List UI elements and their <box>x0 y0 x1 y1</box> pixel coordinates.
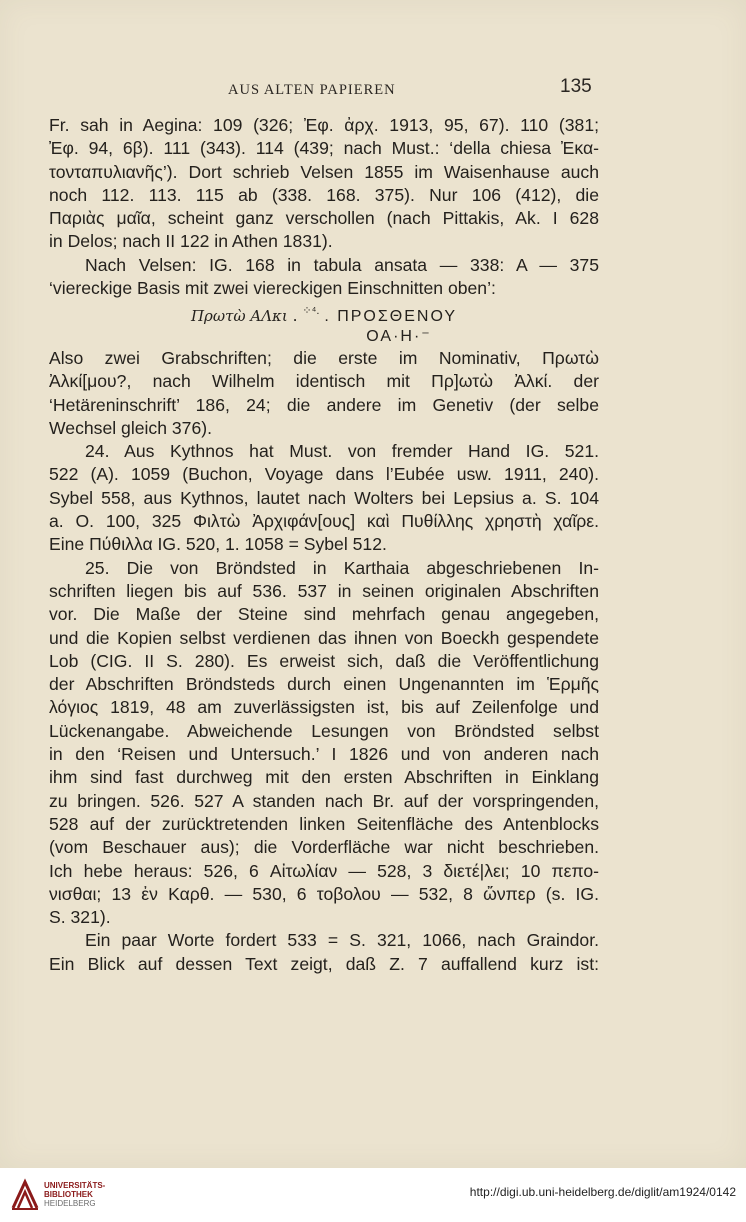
text-line: Παριὰς μαῖα, scheint ganz verschollen (nach Pittakis, Ak. I 628 <box>49 208 599 229</box>
text-line: (vom Beschauer aus); die Vorderfläche war nicht beschrieben. <box>49 837 599 858</box>
library-name-line-1: UNIVERSITÄTS- <box>44 1181 106 1190</box>
text-line: schriften liegen bis auf 536. 537 in seinen originalen Abschriften <box>49 580 599 601</box>
permalink-url[interactable]: http://digi.ub.uni-heidelberg.de/diglit/am1924/0142 <box>469 1185 736 1199</box>
text-line: 528 auf der zurücktretenden linken Seitenfläche des Antenblocks <box>49 813 599 834</box>
text-line: νισθαι; 13 ἐν Καρθ. — 530, 6 τοβολου — 532, 8 ὤνπερ (s. IG. <box>49 883 599 904</box>
text-line: Ein Blick auf dessen Text zeigt, daß Z. 7 auffallend kurz ist: <box>49 953 599 974</box>
text-line: Eine Πύθιλλα IG. 520, 1. 1058 = Sybel 512. <box>49 534 387 555</box>
library-name-line-2: BIBLIOTHEK <box>44 1190 93 1199</box>
text-line: noch 112. 113. 115 ab (338. 168. 375). Nur 106 (412), die <box>49 184 599 205</box>
text-line: Nach Velsen: IG. 168 in tabula ansata — 338: A — 375 <box>85 254 599 275</box>
inscription-line-2 <box>49 324 599 347</box>
inscription-caps: . ΠΡΟΣΘΕΝΟΥ <box>324 308 458 326</box>
inscription-separator: . <box>292 305 298 326</box>
library-name-line-3: HEIDELBERG <box>44 1199 96 1208</box>
page-number: 135 <box>560 76 592 97</box>
text-line: und die Kopien selbst verdienen das ihnen von Boeckh gespendete <box>49 627 599 648</box>
page-header <box>0 76 746 104</box>
text-line: in den ‘Reisen und Untersuch.’ I 1826 und von anderen nach <box>49 744 599 765</box>
text-line: a. O. 100, 325 Φιλτὼ Ἀρχιφάν[ους] καὶ Πυθίλλης χρηστὴ χαῖρε. <box>49 511 599 532</box>
library-name <box>44 1181 105 1208</box>
text-line: 24. Aus Kythnos hat Must. von fremder Hand IG. 521. <box>85 441 599 462</box>
text-line: ‘Hetäreninschrift’ 186, 24; die andere im Genetiv (der selbe <box>49 394 599 415</box>
text-line: 522 (A). 1059 (Buchon, Voyage dans l’Eubée usw. 1911, 240). <box>49 464 599 485</box>
text-line: Lückenangabe. Abweichende Lesungen von Bröndsted selbst <box>49 720 599 741</box>
inscription-greek: Πρωτὼ ΑΛκι <box>190 307 288 326</box>
text-line: Sybel 558, aus Kythnos, lautet nach Wolters bei Lepsius a. S. 104 <box>49 487 599 508</box>
university-library-logo-icon[interactable] <box>10 1178 40 1212</box>
running-title: AUS ALTEN PAPIEREN <box>228 82 396 98</box>
text-line: τονταπυλιανῆς’). Dort schrieb Velsen 1855 im Waisenhause auch <box>49 161 599 182</box>
body-text <box>49 114 599 976</box>
text-line: Ἐφ. 94, 6β). 111 (343). 114 (439; nach Must.: ‘della chiesa Ἐκα- <box>49 138 599 159</box>
inscription-mark: ⁘⁴. <box>302 305 320 318</box>
text-line: vor. Die Maße der Steine sind mehrfach genau angegeben, <box>49 604 599 625</box>
text-line: Also zwei Grabschriften; die erste im Nominativ, Πρωτὼ <box>49 347 599 368</box>
footer-bar <box>0 1168 746 1222</box>
text-line: λόγιος 1819, 48 am zuverlässigsten ist, bis auf Zeilenfolge und <box>49 697 599 718</box>
text-line: in Delos; nach II 122 in Athen 1831). <box>49 231 333 252</box>
text-line: zu bringen. 526. 527 A standen nach Br. auf der vorspringenden, <box>49 790 599 811</box>
text-line: Ich hebe heraus: 526, 6 Αἰτωλίαν — 528, 3 διετέ|λει; 10 πεπο- <box>49 860 599 881</box>
text-line: Fr. sah in Aegina: 109 (326; Ἐφ. ἀρχ. 1913, 95, 67). 110 (381; <box>49 115 599 135</box>
inscription-caps-2: ΟΑ·Η·⁻ <box>366 327 432 345</box>
inscription-line-1 <box>49 300 599 326</box>
text-line: S. 321). <box>49 907 111 928</box>
text-line: Ein paar Worte fordert 533 = S. 321, 1066, nach Graindor. <box>85 930 599 951</box>
text-line: Ἀλκί[μου?, nach Wilhelm identisch mit Πρ]ωτὼ Ἀλκί. der <box>49 371 599 392</box>
text-line: ‘viereckige Basis mit zwei viereckigen Einschnitten oben’: <box>49 278 496 299</box>
text-line: Wechsel gleich 376). <box>49 417 212 438</box>
text-line: ihm sind fast durchweg mit den ersten Abschriften in Einklang <box>49 767 599 788</box>
text-line: der Abschriften Bröndsteds durch einen Ungenannten im Ἑρμῆς <box>49 674 599 695</box>
text-line: Lob (CIG. II S. 280). Es erweist sich, daß die Veröffentlichung <box>49 650 599 671</box>
text-line: 25. Die von Bröndsted in Karthaia abgeschriebenen In- <box>85 557 599 578</box>
